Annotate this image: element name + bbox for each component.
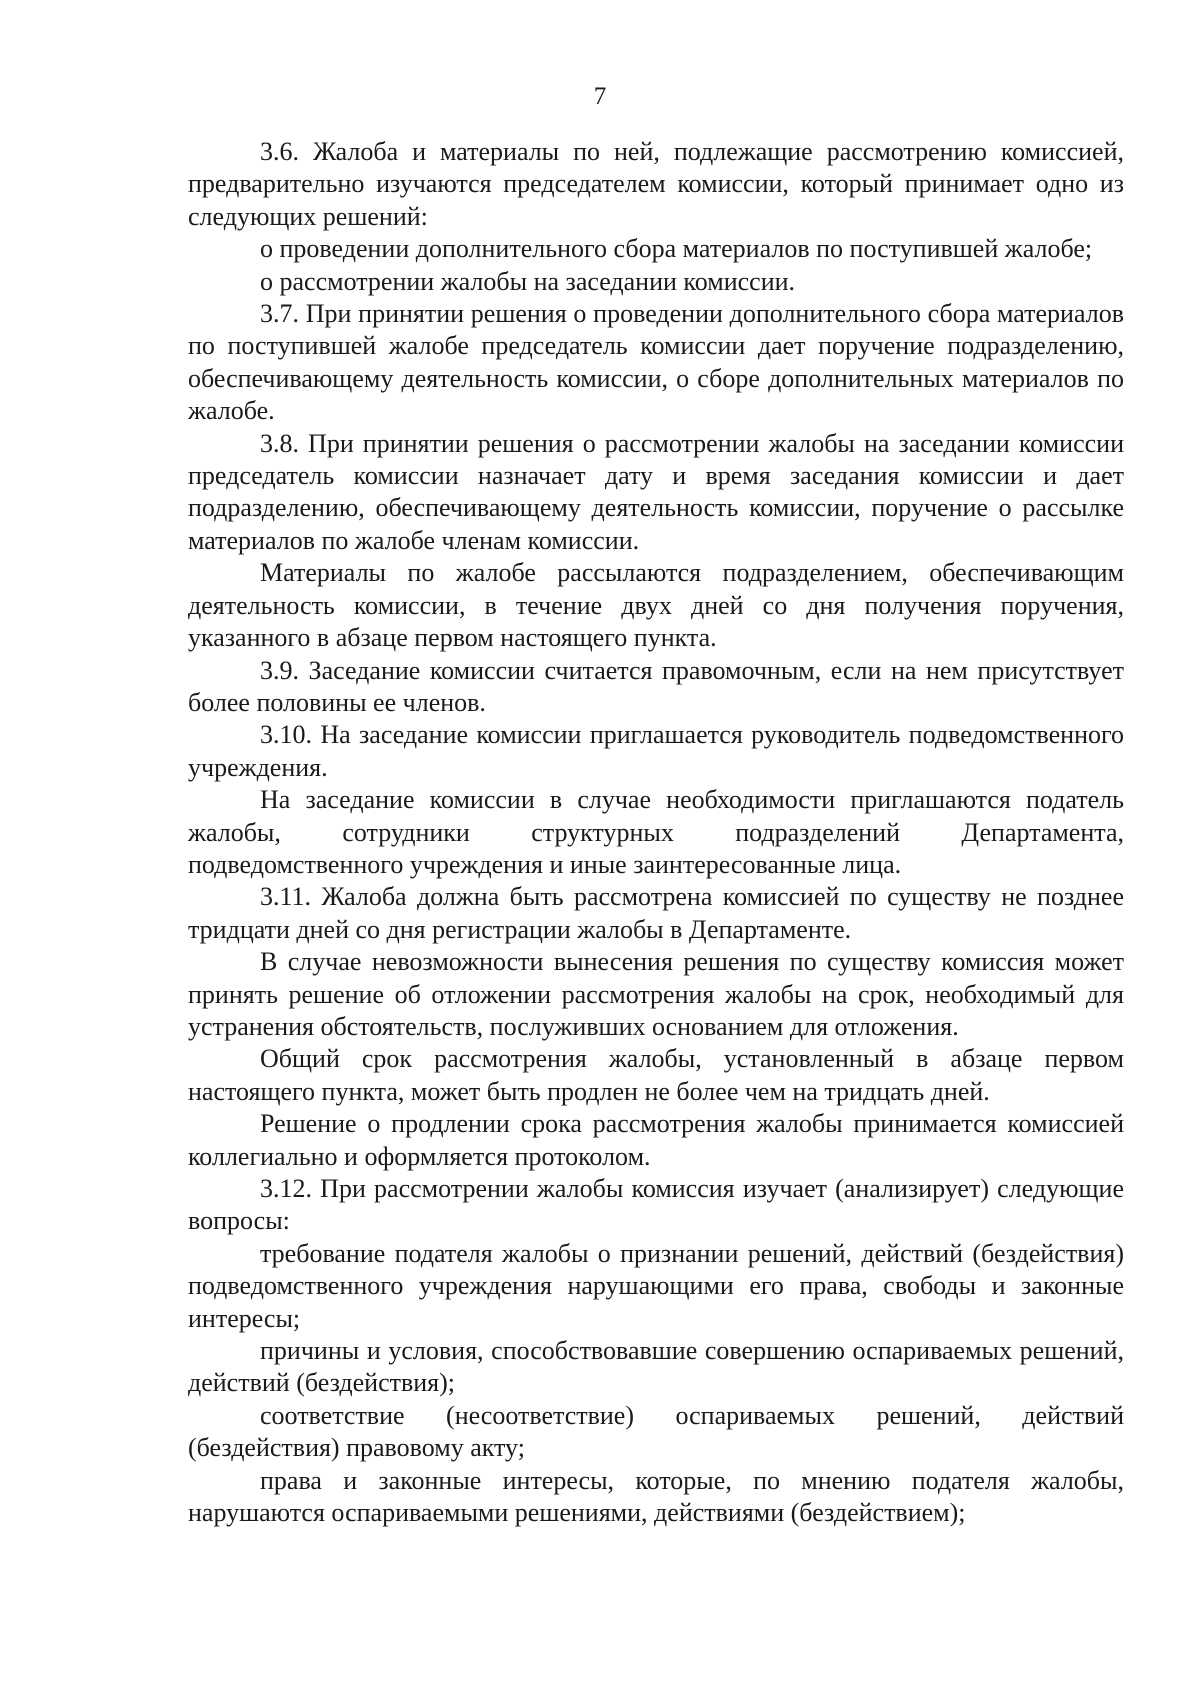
paragraph-total-term: Общий срок рассмотрения жалобы, установленный в абзаце первом настоящего пункта, может быть продлен не более чем на тридцать дней. — [188, 1044, 1124, 1106]
paragraph-3-8: 3.8. При принятии решения о рассмотрении жалобы на заседании комиссии председатель комиссии назначает дату и время заседания комиссии и дает подразделению, обеспечивающему деятельность комиссии, поручение о рассылке материалов по жалобе членам комиссии. — [188, 428, 1124, 555]
paragraph-materials-distribution: Материалы по жалобе рассылаются подразделением, обеспечивающим деятельность комиссии, в течение двух дней со дня получения поручения, указанного в абзаце первом настоящего пункта. — [188, 558, 1124, 653]
paragraph-option-additional-collection: о проведении дополнительного сбора материалов по поступившей жалобе; — [260, 234, 1093, 264]
paragraph-postponement: В случае невозможности вынесения решения по существу комиссия может принять решение об отложении рассмотрения жалобы на срок, необходимый для устранения обстоятельств, послуживших основанием для отложения. — [188, 947, 1124, 1041]
paragraph-option-meeting: о рассмотрении жалобы на заседании комиссии. — [260, 266, 796, 296]
list-item-compliance: соответствие (несоответствие) оспариваемых решений, действий (бездействия) правовому акту; — [188, 1400, 1124, 1463]
paragraph-3-12: 3.12. При рассмотрении жалобы комиссия изучает (анализирует) следующие вопросы: — [188, 1174, 1124, 1236]
list-item-rights: права и законные интересы, которые, по мнению подателя жалобы, нарушаются оспариваемыми решениями, действиями (бездействием); — [188, 1465, 1124, 1528]
paragraph-extension-decision: Решение о продлении срока рассмотрения жалобы принимается комиссией коллегиально и оформляется протоколом. — [188, 1109, 1124, 1171]
list-item-causes: причины и условия, способствовавшие совершению оспариваемых решений, действий (бездействия); — [188, 1336, 1124, 1398]
paragraph-invitees: На заседание комиссии в случае необходимости приглашаются податель жалобы, сотрудники структурных подразделений Департамента, подведомственного учреждения и иные заинтересованные лица. — [188, 785, 1124, 879]
paragraph-3-11: 3.11. Жалоба должна быть рассмотрена комиссией по существу не позднее тридцати дней со дня регистрации жалобы в Департаменте. — [188, 882, 1124, 944]
paragraph-3-10: 3.10. На заседание комиссии приглашается руководитель подведомственного учреждения. — [188, 720, 1124, 782]
paragraph-3-7: 3.7. При принятии решения о проведении дополнительного сбора материалов по поступившей жалобе председатель комиссии дает поручение подразделению, обеспечивающему деятельность комиссии, о сборе дополнительных материалов по жалобе. — [188, 299, 1124, 426]
list-item-requirement: требование подателя жалобы о признании решений, действий (бездействия) подведомственного учреждения нарушающими его права, свободы и законные интересы; — [188, 1238, 1124, 1333]
paragraph-3-9: 3.9. Заседание комиссии считается правомочным, если на нем присутствует более половины ее членов. — [188, 655, 1124, 717]
document-body — [188, 136, 1124, 1529]
paragraph-3-6: 3.6. Жалоба и материалы по ней, подлежащие рассмотрению комиссией, предварительно изучаются председателем комиссии, который принимает одно из следующих решений: — [188, 137, 1124, 231]
page-number: 7 — [593, 83, 607, 110]
